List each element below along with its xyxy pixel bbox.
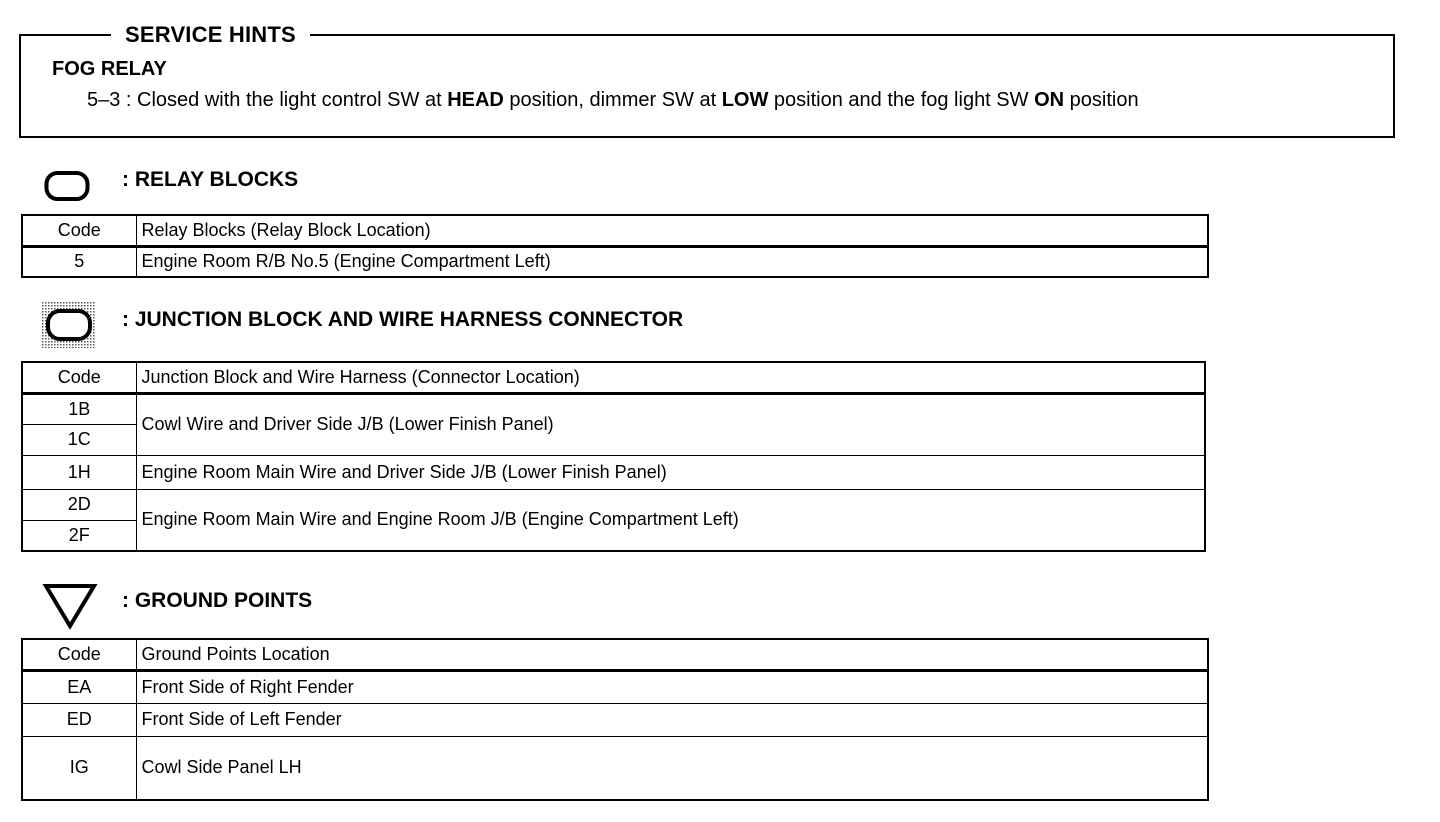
code-cell: 1B	[22, 393, 136, 424]
hint-part: 5–3 : Closed with the light control SW at	[87, 89, 448, 111]
location-cell: Engine Room Main Wire and Engine Room J/B (Engine Compartment Left)	[136, 489, 1205, 551]
code-cell: IG	[22, 736, 136, 800]
hint-part: position	[1064, 89, 1139, 111]
location-header: Ground Points Location	[136, 639, 1208, 670]
ground-points-heading: : GROUND POINTS	[122, 589, 313, 612]
service-hints-title: SERVICE HINTS	[111, 22, 310, 48]
code-cell: 1H	[22, 455, 136, 489]
fog-relay-hint-line	[87, 89, 1139, 112]
junction-block-heading: : JUNCTION BLOCK AND WIRE HARNESS CONNECTOR	[122, 308, 684, 331]
table-header-row	[22, 362, 1205, 393]
code-cell: EA	[22, 670, 136, 703]
code-header: Code	[22, 362, 136, 393]
table-row	[22, 455, 1205, 489]
location-cell: Engine Room Main Wire and Driver Side J/B (Lower Finish Panel)	[136, 455, 1205, 489]
code-header: Code	[22, 215, 136, 246]
location-cell: Front Side of Right Fender	[136, 670, 1208, 703]
location-header: Relay Blocks (Relay Block Location)	[136, 215, 1208, 246]
table-row	[22, 736, 1208, 800]
code-cell: 2F	[22, 520, 136, 551]
location-cell: Cowl Wire and Driver Side J/B (Lower Finish Panel)	[136, 393, 1205, 455]
fog-relay-subtitle: FOG RELAY	[52, 58, 167, 80]
table-row	[22, 489, 1205, 520]
relay-blocks-table	[21, 214, 1209, 278]
relay-blocks-heading: : RELAY BLOCKS	[122, 168, 299, 191]
code-cell: 2D	[22, 489, 136, 520]
code-cell: 1C	[22, 424, 136, 455]
hint-part-bold: HEAD	[447, 89, 504, 111]
service-hints-box	[19, 22, 1395, 138]
code-cell: 5	[22, 246, 136, 277]
hint-part-bold: LOW	[721, 89, 769, 111]
junction-block-table	[21, 361, 1206, 552]
hint-part: position and the fog light SW	[768, 89, 1035, 111]
ground-points-table	[21, 638, 1209, 801]
table-row	[22, 703, 1208, 736]
code-cell: ED	[22, 703, 136, 736]
table-row	[22, 393, 1205, 424]
location-cell: Front Side of Left Fender	[136, 703, 1208, 736]
location-header: Junction Block and Wire Harness (Connector Location)	[136, 362, 1205, 393]
table-row	[22, 246, 1208, 277]
table-row	[22, 670, 1208, 703]
hint-part: position, dimmer SW at	[503, 89, 722, 111]
table-header-row	[22, 639, 1208, 670]
code-header: Code	[22, 639, 136, 670]
ground-point-icon	[42, 582, 98, 630]
relay-block-icon	[44, 170, 90, 202]
location-cell: Cowl Side Panel LH	[136, 736, 1208, 800]
location-cell: Engine Room R/B No.5 (Engine Compartment Left)	[136, 246, 1208, 277]
junction-block-icon	[42, 302, 96, 348]
hint-part-bold: ON	[1034, 89, 1065, 111]
table-header-row	[22, 215, 1208, 246]
